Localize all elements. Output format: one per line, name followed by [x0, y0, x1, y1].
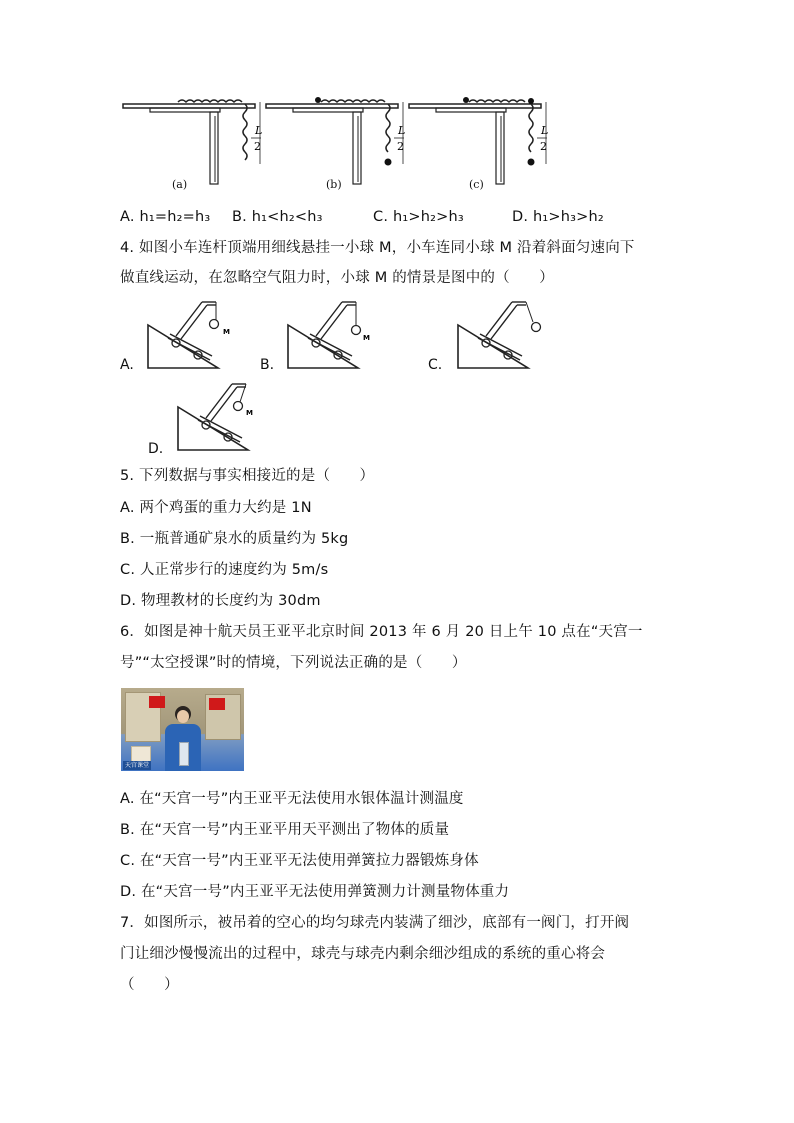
- q7-stem-line1: 7．如图所示，被吊着的空心的均匀球壳内装满了细沙，底部有一阀门，打开阀: [120, 915, 630, 931]
- q3-option-a: A. h₁=h₂=h₃: [120, 209, 211, 225]
- q5-option-c: C. 人正常步行的速度约为 5m/s: [120, 562, 329, 578]
- q6-stem-line1: 6．如图是神十航天员王亚平北京时间 2013 年 6 月 20 日上午 10 点在“天宫一: [120, 624, 643, 640]
- svg-text:M: M: [223, 328, 230, 336]
- fig-label-b: (b): [326, 178, 342, 191]
- q4-figure-b: [288, 302, 370, 368]
- q6-stem-line2: 号”“太空授课”时的情境，下列说法正确的是（ ）: [120, 655, 467, 671]
- q4-figures: [110, 290, 550, 460]
- svg-text:2: 2: [540, 140, 547, 153]
- fig-label-c: (c): [469, 178, 484, 191]
- fig-label-a: (a): [172, 178, 188, 191]
- q6-option-b: B. 在“天宫一号”内王亚平用天平测出了物体的质量: [120, 822, 450, 838]
- q3-option-d: D. h₁>h₃>h₂: [512, 209, 604, 225]
- q6-photo: [121, 688, 244, 771]
- q7-stem-line3: （ ）: [120, 977, 179, 993]
- q7-stem-line2: 门让细沙慢慢流出的过程中，球壳与球壳内剩余细沙组成的系统的重心将会: [120, 946, 606, 962]
- q5-stem: 5. 下列数据与事实相接近的是（ ）: [120, 468, 375, 484]
- q5-option-b: B. 一瓶普通矿泉水的质量约为 5kg: [120, 531, 349, 547]
- q4-stem-line2: 做直线运动，在忽略空气阻力时，小球 M 的情景是图中的（ ）: [120, 270, 554, 286]
- q4-label-a: A.: [120, 357, 134, 373]
- q4-label-b: B.: [260, 357, 275, 373]
- q4-stem-line1: 4. 如图小车连杆顶端用细线悬挂一小球 M，小车连同小球 M 沿着斜面匀速向下: [120, 240, 635, 256]
- q4-label-c: C.: [428, 357, 443, 373]
- q3-figure: [118, 92, 558, 192]
- figure-c: [409, 97, 548, 184]
- q6-option-d: D. 在“天宫一号”内王亚平无法使用弹簧测力计测量物体重力: [120, 884, 510, 900]
- q3-option-b: B. h₁<h₂<h₃: [232, 209, 323, 225]
- svg-text:L: L: [541, 124, 549, 137]
- q4-label-d: D.: [148, 441, 164, 457]
- svg-text:2: 2: [254, 140, 261, 153]
- svg-text:L: L: [398, 124, 406, 137]
- svg-text:M: M: [246, 409, 253, 417]
- q4-figure-a: [148, 302, 230, 368]
- svg-text:2: 2: [397, 140, 404, 153]
- q4-figure-d: [178, 384, 253, 450]
- q3-option-c: C. h₁>h₂>h₃: [373, 209, 464, 225]
- figure-a: [123, 100, 262, 184]
- svg-text:M: M: [363, 334, 370, 342]
- q6-option-c: C. 在“天宫一号”内王亚平无法使用弹簧拉力器锻炼身体: [120, 853, 479, 869]
- svg-text:L: L: [255, 124, 263, 137]
- q5-option-d: D. 物理教材的长度约为 30dm: [120, 593, 321, 609]
- q5-option-a: A. 两个鸡蛋的重力大约是 1N: [120, 500, 312, 516]
- q6-option-a: A. 在“天宫一号”内王亚平无法使用水银体温计测温度: [120, 791, 464, 807]
- q4-figure-c: [458, 302, 541, 368]
- figure-b: [266, 97, 405, 184]
- photo-tag: 天宫课堂: [125, 762, 150, 769]
